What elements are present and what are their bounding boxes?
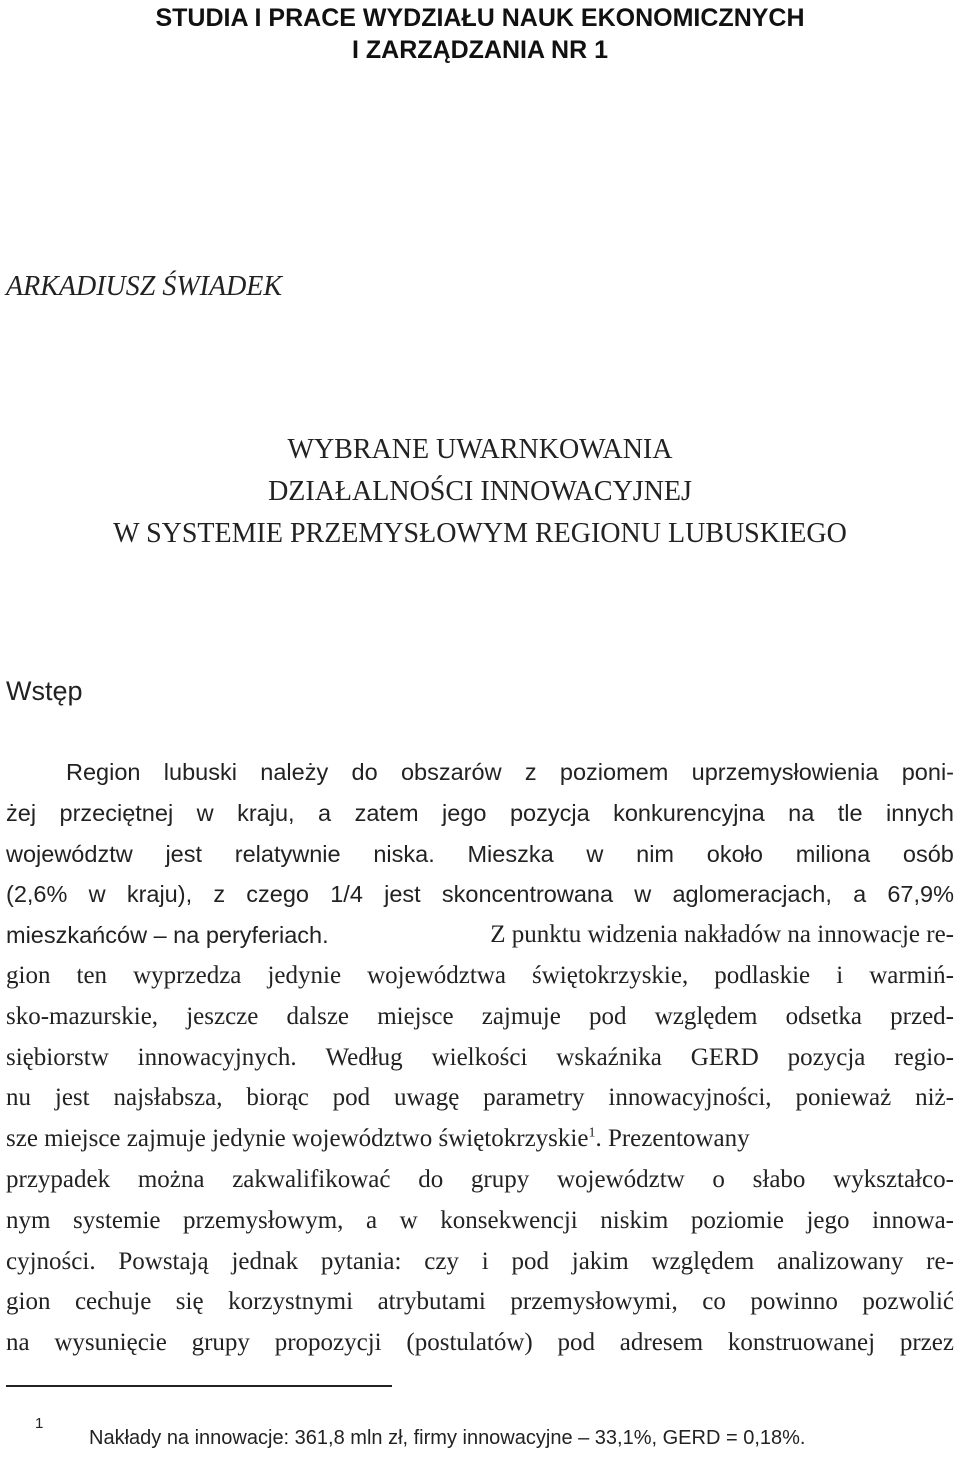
body-word: warmiń- (869, 961, 954, 989)
body-word: w (634, 881, 652, 908)
body-line (6, 997, 954, 1038)
body-line (6, 1201, 954, 1242)
body-word: gion (6, 1288, 51, 1316)
body-word: ponieważ (795, 1084, 892, 1112)
body-word: cyjności. (6, 1247, 96, 1275)
body-line-text-part: sze miejsce zajmuje jedynie województwo świętokrzyskie (6, 1125, 589, 1153)
body-word: i (836, 961, 844, 989)
body-line (6, 956, 954, 997)
body-word: konkurencyjna (613, 799, 765, 826)
body-word: pod (332, 1084, 371, 1112)
body-word: województw (6, 840, 133, 867)
title-line-3: W SYSTEMIE PRZEMYSŁOWYM REGIONU LUBUSKIEGO (113, 518, 847, 549)
body-word: poziomem (559, 759, 669, 785)
body-word: jest (384, 881, 421, 908)
body-word: niskim (600, 1206, 669, 1234)
body-word: siębiorstw (6, 1043, 109, 1071)
body-word: Według (325, 1043, 403, 1071)
body-word: Region (66, 759, 141, 785)
body-word: niska. (373, 840, 435, 867)
body-line (6, 1038, 954, 1079)
body-word: jest (165, 840, 203, 867)
body-word: żej (6, 799, 37, 826)
body-paragraph (6, 752, 954, 1364)
body-word: wielkości (431, 1043, 528, 1071)
body-word: gion (6, 961, 51, 989)
body-word: sko-mazurskie, (6, 1002, 159, 1030)
body-word: uwagę (394, 1084, 460, 1112)
body-line (6, 793, 954, 834)
body-word: 1/4 (330, 881, 363, 908)
body-word: i (481, 1247, 489, 1275)
body-word: odsetka (785, 1002, 862, 1030)
body-word: wysunięcie (54, 1329, 167, 1357)
body-word: pod (557, 1329, 596, 1357)
body-line (6, 1119, 954, 1160)
body-word: przez (899, 1329, 954, 1357)
body-line (6, 1242, 954, 1283)
body-word: na (6, 1329, 30, 1357)
footnote-number: 1 (35, 1415, 44, 1432)
body-word: względem (651, 1247, 755, 1275)
body-word: wskaźnika (556, 1043, 662, 1071)
body-word: podlaskie (714, 961, 811, 989)
body-word: grupy (470, 1165, 530, 1193)
body-word: można (137, 1165, 205, 1193)
body-line (6, 752, 954, 793)
body-word: atrybutami (377, 1288, 486, 1316)
body-word: co (702, 1288, 726, 1316)
body-word: się (175, 1288, 204, 1316)
body-word: regio- (894, 1043, 954, 1071)
body-word: (2,6% (6, 881, 68, 908)
body-word: pozwolić (862, 1288, 954, 1316)
series-line-2: I ZARZĄDZANIA NR 1 (351, 36, 608, 64)
body-word: obszarów (400, 759, 502, 785)
body-word: w (586, 840, 604, 867)
footnote-text: Nakłady na innowacje: 361,8 mln zł, firmy innowacyjne – 33,1%, GERD = 0,18%. (89, 1427, 806, 1449)
body-word: Powstają (118, 1247, 209, 1275)
body-word: a (318, 799, 332, 826)
body-word: powinno (750, 1288, 838, 1316)
body-word: czy (424, 1247, 459, 1275)
body-word: korzystnymi (228, 1288, 354, 1316)
body-line (6, 915, 954, 956)
body-word: o (712, 1165, 725, 1193)
body-word: z (213, 881, 226, 908)
body-word: innowa- (872, 1206, 954, 1234)
body-word: cechuje (74, 1288, 152, 1316)
body-word: uprzemysłowienia (691, 759, 879, 785)
body-word: względem (654, 1002, 758, 1030)
body-word: jego (442, 799, 487, 826)
body-word: ten (76, 961, 108, 989)
body-word: miliona (795, 840, 871, 867)
body-word: jest (54, 1084, 90, 1112)
body-word: konsekwencji (440, 1206, 578, 1234)
body-word: tle (837, 799, 863, 826)
body-word: zajmuje (481, 1002, 561, 1030)
body-word: województw (556, 1165, 685, 1193)
body-word: pod (589, 1002, 627, 1030)
title-line-2: DZIAŁALNOŚCI INNOWACYJNEJ (268, 476, 692, 507)
body-line (6, 1323, 954, 1364)
body-word: a (365, 1206, 378, 1234)
body-word: propozycji (274, 1329, 382, 1357)
body-word: jego (806, 1206, 850, 1234)
body-word: wyprzedza (133, 961, 242, 989)
body-word: przeciętnej (59, 799, 174, 826)
body-word: poni- (901, 759, 954, 785)
body-word: innych (886, 799, 954, 826)
title-line-1: WYBRANE UWARNKOWANIA (287, 434, 673, 465)
body-word: parametry (483, 1084, 585, 1112)
body-word: w (196, 799, 214, 826)
body-word: re- (926, 1247, 954, 1275)
body-word: do (351, 759, 378, 785)
body-word: jeszcze (186, 1002, 259, 1030)
body-line (6, 834, 954, 875)
body-word: pozycja (787, 1043, 866, 1071)
body-word: jakim (571, 1247, 629, 1275)
body-word: adresem (619, 1329, 704, 1357)
body-word: a (853, 881, 867, 908)
body-word: analizowany (777, 1247, 904, 1275)
body-word: w (88, 881, 106, 908)
body-word: nym (6, 1206, 51, 1234)
body-word: innowacyjności, (608, 1084, 772, 1112)
body-word: zakwalifikować (232, 1165, 391, 1193)
body-word: lubuski (163, 759, 237, 785)
body-line (6, 1282, 954, 1323)
body-word: osób (902, 840, 954, 867)
body-word: pod (511, 1247, 549, 1275)
body-word: relatywnie (234, 840, 341, 867)
body-word: konstruowanej (727, 1329, 876, 1357)
body-word: innowacyjnych. (137, 1043, 297, 1071)
body-word: miejsce (377, 1002, 454, 1030)
body-word: dalsze (286, 1002, 350, 1030)
body-word: przed- (890, 1002, 954, 1030)
body-line-text (6, 1119, 750, 1160)
body-line (6, 1078, 954, 1119)
body-word: jednak (231, 1247, 299, 1275)
body-word: niż- (915, 1084, 954, 1112)
body-line (6, 874, 954, 915)
body-word: systemie (73, 1206, 161, 1234)
body-word: przypadek (6, 1165, 111, 1193)
body-word: zatem (354, 799, 419, 826)
body-word: w (399, 1206, 418, 1234)
body-word: do (418, 1165, 444, 1193)
body-word: województwa (367, 961, 506, 989)
journal-series-header (0, 2, 960, 66)
body-word: nu (6, 1084, 31, 1112)
series-line-1: STUDIA I PRACE WYDZIAŁU NAUK EKONOMICZNYCH (155, 4, 805, 32)
section-heading: Wstęp (6, 676, 83, 706)
footnote-reference: 1 (588, 1125, 596, 1141)
body-word: (postulatów) (406, 1329, 533, 1357)
body-word: 67,9% (887, 881, 954, 908)
body-word: kraju), (126, 881, 193, 908)
footnote (35, 1415, 806, 1452)
body-word: słabo (752, 1165, 806, 1193)
body-word: przemysłowymi, (510, 1288, 678, 1316)
body-word: pozycja (509, 799, 590, 826)
body-word: biorąc (246, 1084, 309, 1112)
body-word: skoncentrowana (441, 881, 614, 908)
body-line-text-part: . Prezentowany (595, 1125, 750, 1153)
body-word: najsłabsza, (113, 1084, 223, 1112)
body-word: Mieszka (467, 840, 554, 867)
article-title (0, 429, 960, 555)
body-word: pytania: (320, 1247, 402, 1275)
body-word: jedynie (267, 961, 342, 989)
body-word: kraju, (237, 799, 295, 826)
body-word: grupy (191, 1329, 250, 1357)
body-word: nim (636, 840, 675, 867)
author-name: ARKADIUSZ ŚWIADEK (6, 271, 283, 302)
body-word: GERD (690, 1043, 759, 1071)
body-line-text: mieszkańców – na peryferiach. (6, 922, 329, 949)
body-word: świętokrzyskie, (532, 961, 689, 989)
body-word: na (788, 799, 815, 826)
body-line (6, 1160, 954, 1201)
body-word: należy (260, 759, 329, 785)
body-word: czego (246, 881, 310, 908)
body-word: około (706, 840, 763, 867)
body-word: aglomeracjach, (672, 881, 832, 908)
body-word: z (524, 759, 537, 785)
body-line-text: Z punktu widzenia nakładów na innowacje re- (490, 921, 954, 949)
body-word: wykształco- (833, 1165, 954, 1193)
body-word: poziomie (690, 1206, 784, 1234)
body-word: przemysłowym, (183, 1206, 344, 1234)
footnote-separator (6, 1385, 392, 1387)
